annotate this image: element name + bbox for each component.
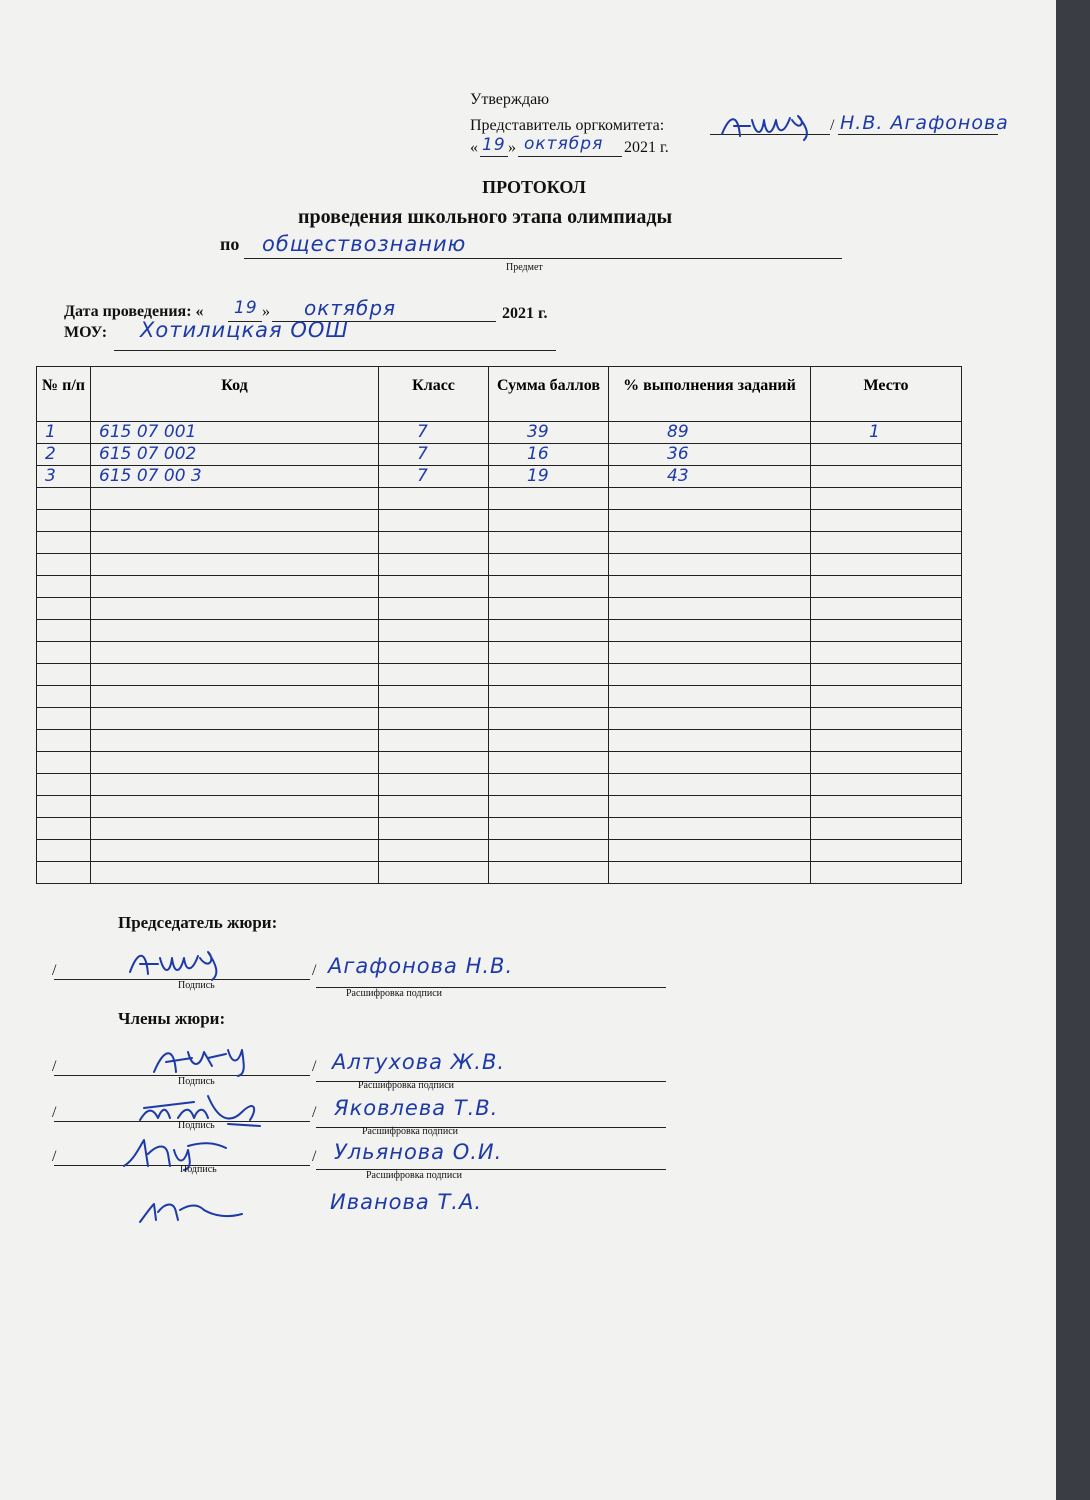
empty-cell [91, 862, 379, 884]
approval-year: 2021 г. [624, 139, 669, 156]
approval-day: 19 [482, 135, 506, 155]
cell-place: 1 [869, 421, 880, 442]
empty-cell [37, 818, 91, 840]
date-month: октября [304, 296, 397, 320]
empty-cell [811, 554, 962, 576]
empty-cell [811, 620, 962, 642]
empty-cell [379, 840, 489, 862]
empty-table-row [37, 598, 962, 620]
cell-score: 16 [527, 443, 549, 464]
empty-cell [489, 708, 609, 730]
empty-cell [811, 664, 962, 686]
rep-name-line [838, 134, 998, 135]
cell-number: 1 [45, 421, 56, 442]
cell-place [861, 466, 869, 486]
empty-cell [609, 686, 811, 708]
empty-table-row [37, 840, 962, 862]
empty-cell [811, 840, 962, 862]
empty-cell [379, 752, 489, 774]
cell-class: 7 [417, 443, 428, 464]
empty-cell [379, 510, 489, 532]
results-table [36, 366, 962, 884]
empty-cell [91, 510, 379, 532]
empty-table-row [37, 642, 962, 664]
empty-cell [811, 774, 962, 796]
empty-cell [811, 510, 962, 532]
cell-class: 7 [417, 421, 428, 442]
member3-decode-caption: Расшифровка подписи [366, 1170, 462, 1181]
member1-sign-caption: Подпись [178, 1076, 215, 1087]
empty-cell [811, 708, 962, 730]
empty-cell [91, 598, 379, 620]
empty-cell [609, 752, 811, 774]
empty-cell [37, 488, 91, 510]
empty-cell [811, 796, 962, 818]
member1-name: Алтухова Ж.В. [332, 1050, 506, 1074]
member3-name: Ульянова О.И. [334, 1140, 503, 1164]
table-header-row [37, 367, 962, 422]
subject-line [244, 258, 842, 259]
date-day: 19 [234, 298, 258, 318]
empty-table-row [37, 664, 962, 686]
empty-cell [379, 620, 489, 642]
empty-cell [609, 532, 811, 554]
empty-cell [91, 488, 379, 510]
empty-table-row [37, 510, 962, 532]
member2-decode-caption: Расшифровка подписи [362, 1126, 458, 1137]
empty-table-row [37, 620, 962, 642]
subject-caption: Предмет [506, 262, 543, 273]
empty-table-row [37, 774, 962, 796]
empty-cell [379, 664, 489, 686]
empty-cell [379, 862, 489, 884]
col-header-code: Код [91, 367, 379, 422]
date-label: Дата проведения: « [64, 303, 204, 320]
empty-cell [37, 532, 91, 554]
empty-cell [379, 686, 489, 708]
empty-cell [811, 642, 962, 664]
empty-table-row [37, 818, 962, 840]
empty-cell [609, 620, 811, 642]
empty-cell [91, 796, 379, 818]
empty-cell [379, 796, 489, 818]
cell-number: 3 [45, 465, 56, 486]
cell-code: 615 07 00 3 [99, 465, 202, 486]
empty-table-row [37, 862, 962, 884]
empty-cell [91, 686, 379, 708]
empty-cell [489, 598, 609, 620]
empty-cell [609, 796, 811, 818]
empty-cell [37, 708, 91, 730]
empty-cell [37, 554, 91, 576]
empty-cell [379, 488, 489, 510]
col-header-place: Место [811, 367, 962, 422]
empty-cell [609, 576, 811, 598]
empty-cell [379, 532, 489, 554]
member3-sign-caption: Подпись [180, 1164, 217, 1175]
empty-cell [37, 730, 91, 752]
chair-label: Председатель жюри: [118, 913, 278, 932]
empty-cell [489, 840, 609, 862]
empty-cell [379, 708, 489, 730]
cell-percent: 43 [667, 465, 689, 486]
empty-table-row [37, 708, 962, 730]
empty-table-row [37, 576, 962, 598]
empty-cell [609, 708, 811, 730]
scan-edge [1056, 0, 1090, 1500]
empty-cell [609, 730, 811, 752]
cell-percent: 89 [667, 421, 689, 442]
empty-table-row [37, 488, 962, 510]
empty-cell [489, 664, 609, 686]
empty-cell [91, 664, 379, 686]
empty-cell [37, 620, 91, 642]
member2-sign-caption: Подпись [178, 1120, 215, 1131]
empty-cell [379, 554, 489, 576]
chair-decode-caption: Расшифровка подписи [346, 988, 442, 999]
empty-cell [91, 840, 379, 862]
member1-decode-caption: Расшифровка подписи [358, 1080, 454, 1091]
empty-cell [379, 774, 489, 796]
cell-code: 615 07 002 [99, 443, 197, 464]
empty-cell [609, 554, 811, 576]
empty-cell [91, 752, 379, 774]
empty-cell [37, 664, 91, 686]
empty-cell [37, 576, 91, 598]
empty-cell [811, 488, 962, 510]
rep-name: Н.В. Агафонова [840, 112, 1009, 134]
col-header-score: Сумма баллов [489, 367, 609, 422]
empty-cell [91, 620, 379, 642]
cell-class: 7 [417, 465, 428, 486]
empty-cell [811, 576, 962, 598]
empty-cell [489, 620, 609, 642]
empty-cell [609, 642, 811, 664]
cell-score: 19 [527, 465, 549, 486]
subject-value: обществознанию [262, 232, 467, 256]
protocol-subtitle: проведения школьного этапа олимпиады [298, 206, 673, 228]
empty-cell [811, 752, 962, 774]
empty-cell [91, 532, 379, 554]
empty-cell [609, 862, 811, 884]
empty-cell [609, 774, 811, 796]
cell-place [861, 444, 869, 464]
member4-signature [138, 1196, 248, 1226]
cell-code: 615 07 001 [99, 421, 197, 442]
empty-cell [489, 686, 609, 708]
empty-cell [37, 686, 91, 708]
cell-score: 39 [527, 421, 549, 442]
chair-signature [128, 948, 228, 982]
empty-cell [91, 576, 379, 598]
empty-cell [379, 642, 489, 664]
table-row [37, 444, 962, 466]
empty-cell [489, 576, 609, 598]
empty-cell [379, 576, 489, 598]
empty-cell [489, 796, 609, 818]
empty-cell [609, 664, 811, 686]
empty-cell [37, 774, 91, 796]
empty-cell [489, 818, 609, 840]
chair-name: Агафонова Н.В. [328, 954, 514, 978]
empty-cell [379, 818, 489, 840]
empty-cell [489, 642, 609, 664]
school-value: Хотилицкая ООШ [140, 318, 349, 342]
empty-cell [811, 862, 962, 884]
empty-cell [609, 818, 811, 840]
rep-signature [720, 112, 820, 142]
date-year: 2021 г. [502, 305, 548, 322]
col-header-class: Класс [379, 367, 489, 422]
approval-month: октября [524, 134, 604, 154]
col-header-number: № п/п [37, 367, 91, 422]
empty-cell [379, 598, 489, 620]
col-header-percent: % выполнения заданий [609, 367, 811, 422]
empty-cell [37, 598, 91, 620]
table-row [37, 466, 962, 488]
empty-cell [489, 862, 609, 884]
empty-cell [37, 752, 91, 774]
rep-label: Представитель оргкомитета: [470, 117, 665, 134]
empty-cell [37, 840, 91, 862]
empty-table-row [37, 730, 962, 752]
empty-cell [37, 510, 91, 532]
empty-cell [91, 774, 379, 796]
school-label: МОУ: [64, 324, 108, 341]
empty-table-row [37, 752, 962, 774]
empty-cell [609, 840, 811, 862]
empty-cell [609, 598, 811, 620]
empty-table-row [37, 554, 962, 576]
empty-table-row [37, 796, 962, 818]
empty-table-row [37, 532, 962, 554]
chair-sign-caption: Подпись [178, 980, 215, 991]
empty-cell [379, 730, 489, 752]
empty-cell [91, 818, 379, 840]
empty-cell [91, 554, 379, 576]
empty-cell [37, 796, 91, 818]
empty-cell [489, 554, 609, 576]
empty-cell [91, 642, 379, 664]
empty-cell [91, 730, 379, 752]
member1-signature [152, 1044, 262, 1078]
empty-cell [489, 532, 609, 554]
members-label: Члены жюри: [118, 1009, 226, 1028]
member4-name: Иванова Т.А. [330, 1190, 482, 1214]
empty-cell [37, 862, 91, 884]
table-row [37, 422, 962, 444]
empty-cell [37, 642, 91, 664]
empty-cell [811, 730, 962, 752]
cell-percent: 36 [667, 443, 689, 464]
empty-cell [811, 686, 962, 708]
cell-number: 2 [45, 443, 56, 464]
member2-name: Яковлева Т.В. [334, 1096, 499, 1120]
empty-table-row [37, 686, 962, 708]
protocol-title: ПРОТОКОЛ [482, 177, 586, 197]
empty-cell [91, 708, 379, 730]
approve-label: Утверждаю [470, 91, 550, 108]
empty-cell [489, 488, 609, 510]
empty-cell [811, 818, 962, 840]
empty-cell [489, 510, 609, 532]
empty-cell [609, 488, 811, 510]
empty-cell [811, 532, 962, 554]
empty-cell [489, 774, 609, 796]
empty-cell [489, 752, 609, 774]
empty-cell [609, 510, 811, 532]
empty-cell [811, 598, 962, 620]
empty-cell [489, 730, 609, 752]
